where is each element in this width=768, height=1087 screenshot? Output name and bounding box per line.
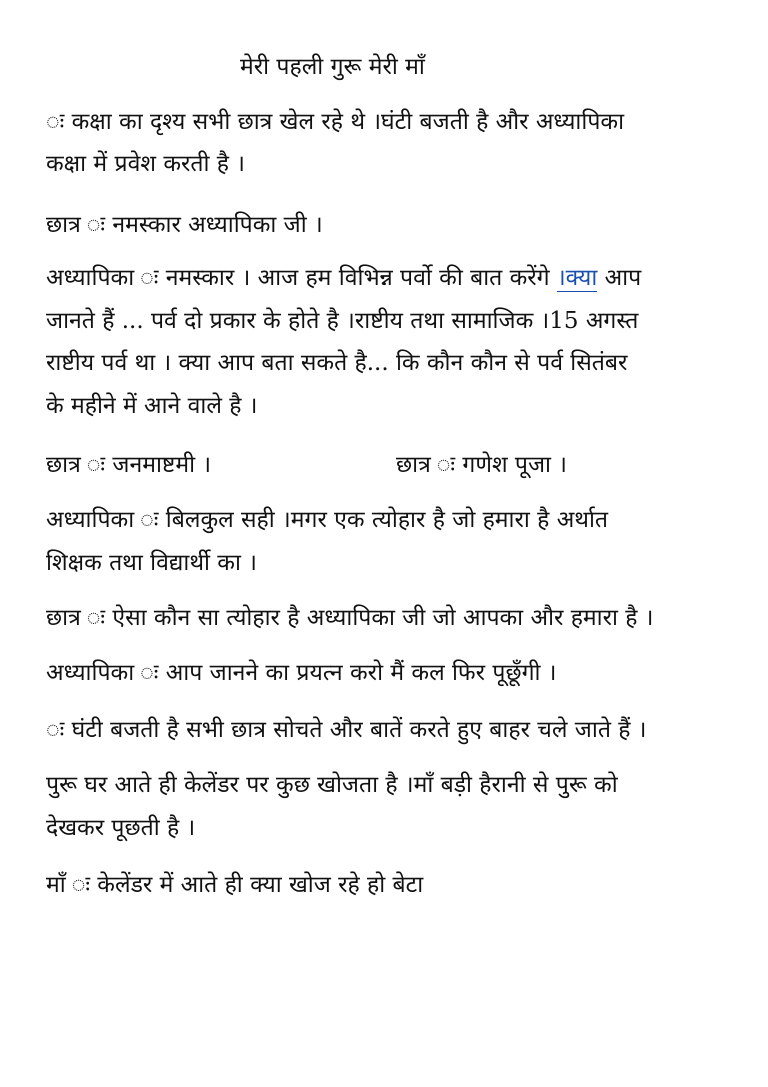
narration-1-line2: देखकर पूछती है ।	[46, 815, 196, 841]
dialogue-teacher-1-text: अध्यापिका ः नमस्कार । आज हम विभिन्न पर्वो की बात करेंगे	[46, 265, 557, 291]
dialogue-teacher-2: अध्यापिका ः बिलकुल सही ।मगर एक त्योहार है जो हमारा है अर्थात	[46, 507, 609, 533]
dialogue-teacher-1-line2: जानते हैं ... पर्व दो प्रकार के होते है ।राष्टीय तथा सामाजिक ।15 अगस्त	[46, 308, 639, 334]
hyperlink-kya[interactable]: ।क्या	[556, 265, 598, 291]
stage-direction-2: ः घंटी बजती है सभी छात्र सोचते और बातें करते हुए बाहर चले जाते हैं ।	[46, 717, 647, 743]
dialogue-teacher-1-line3: राष्टीय पर्व था । क्या आप बता सकते है... कि कौन कौन से पर्व सितंबर	[46, 350, 628, 376]
dialogue-student-2: छात्र ः जनमाष्टमी ।	[46, 452, 212, 478]
dialogue-teacher-3: अध्यापिका ः आप जानने का प्रयत्न करो मैं कल फिर पूछूँगी ।	[46, 660, 557, 686]
dialogue-student-3: छात्र ः गणेश पूजा ।	[396, 452, 568, 478]
dialogue-student-1: छात्र ः नमस्कार अध्यापिका जी ।	[46, 212, 323, 238]
narration-1: पुरू घर आते ही केलेंडर पर कुछ खोजता है ।माँ बड़ी हैरानी से पुरू को	[46, 772, 618, 798]
page-title: मेरी पहली गुरू मेरी माँ	[240, 54, 425, 80]
dialogue-teacher-1-line4: के महीने में आने वाले है ।	[46, 393, 258, 419]
dialogue-teacher-1	[46, 263, 641, 293]
stage-direction-1-cont: कक्षा में प्रवेश करती है ।	[46, 151, 246, 177]
dialogue-student-4: छात्र ः ऐसा कौन सा त्योहार है अध्यापिका जी जो आपका और हमारा है ।	[46, 605, 654, 631]
dialogue-teacher-1-text-end: आप	[597, 265, 642, 291]
stage-direction-1: ः कक्षा का दृश्य सभी छात्र खेल रहे थे ।घंटी बजती है और अध्यापिका	[46, 109, 625, 135]
dialogue-teacher-2-line2: शिक्षक तथा विद्यार्थी का ।	[46, 550, 257, 576]
dialogue-mother-1: माँ ः केलेंडर में आते ही क्या खोज रहे हो बेटा	[46, 872, 424, 898]
